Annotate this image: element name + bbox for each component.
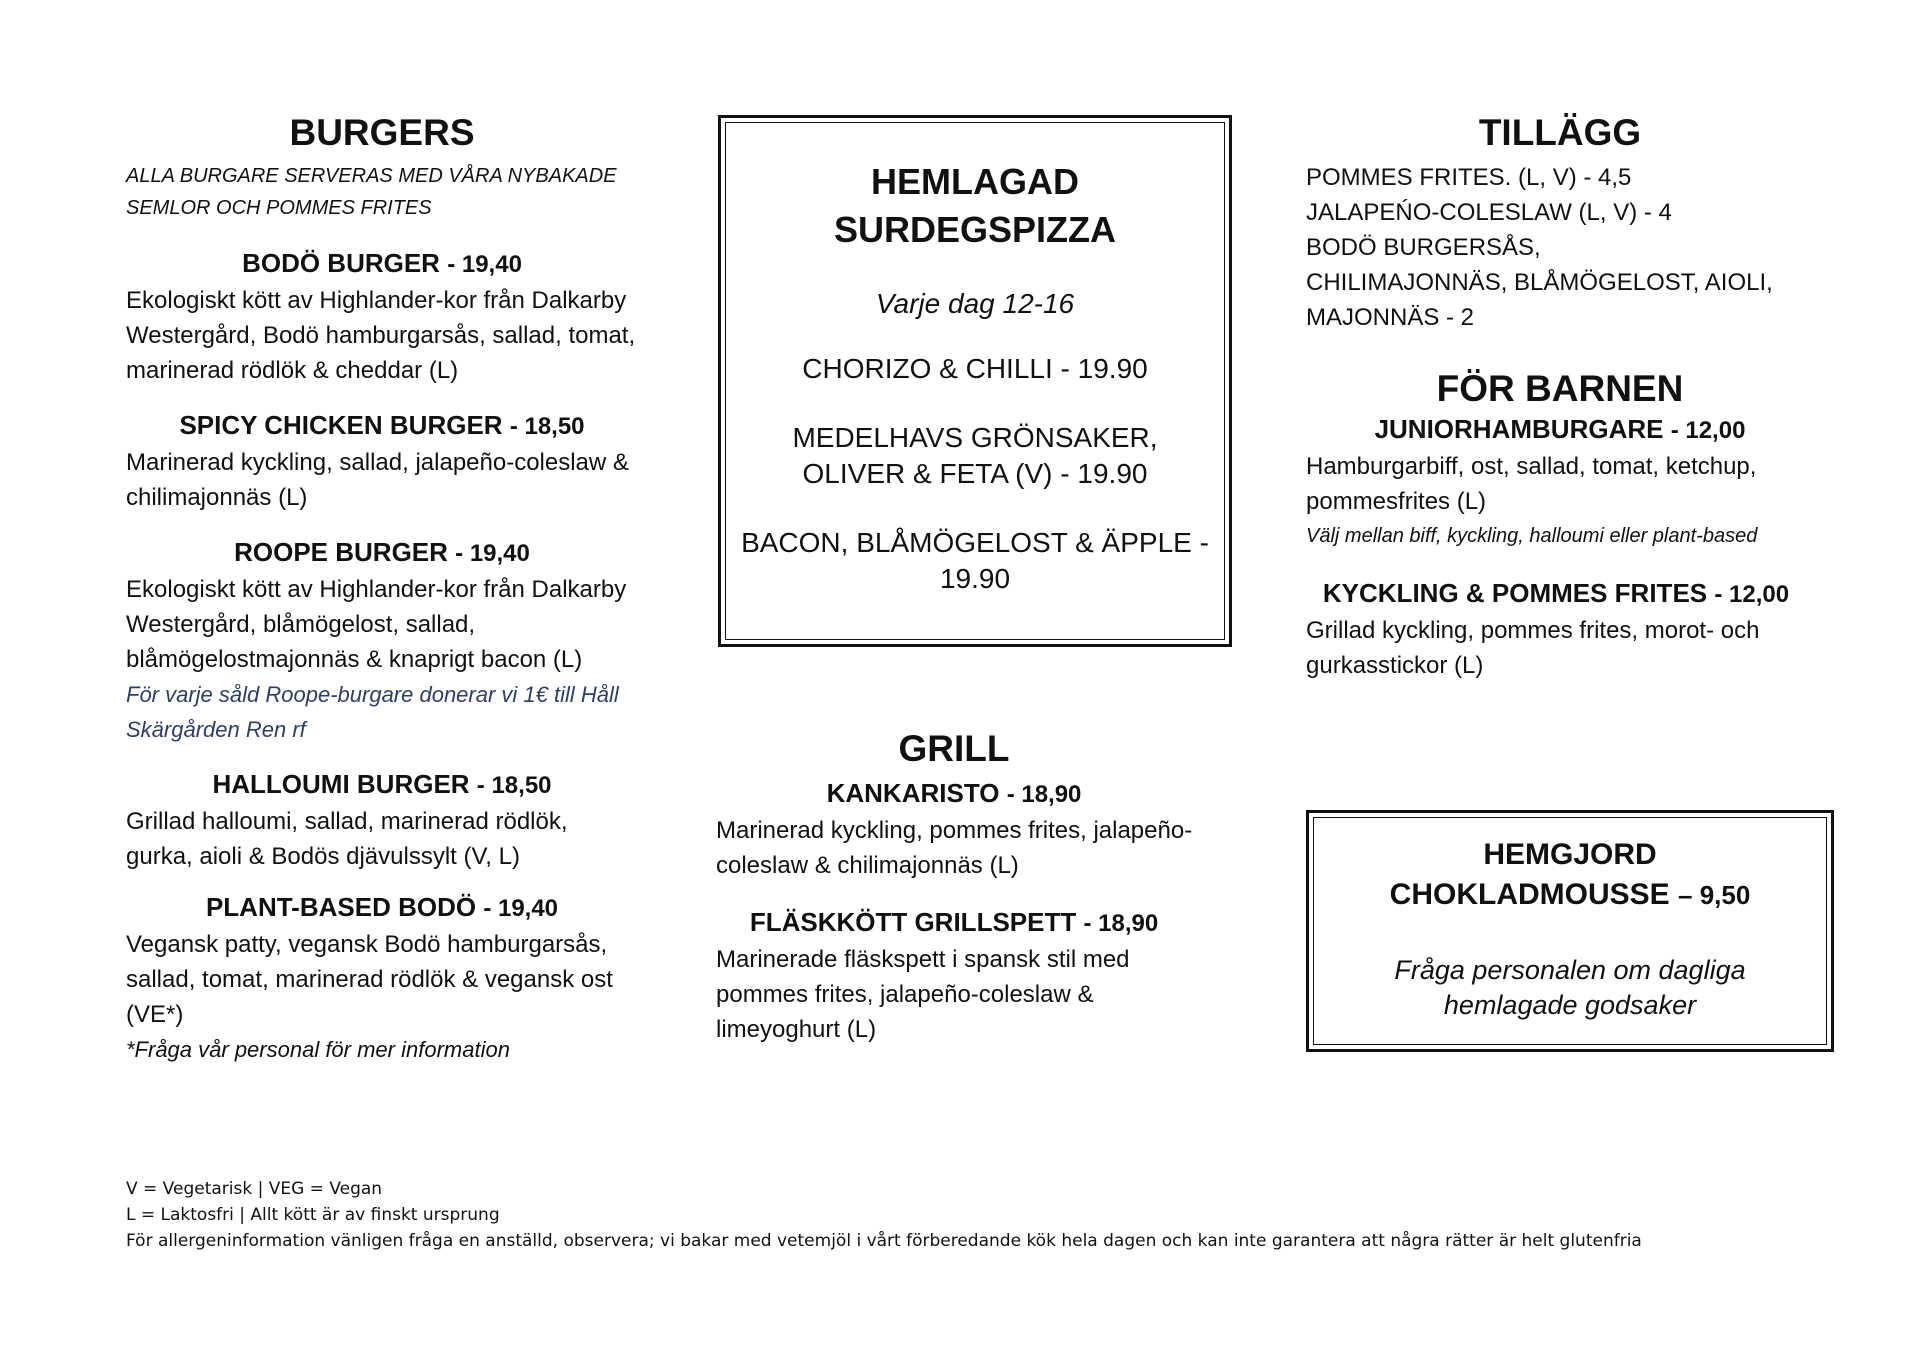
item-description: Ekologiskt kött av Highlander-kor från Dalkarby Westergård, blåmögelost, sallad, blåmögelostmajonnäs & knaprigt bacon (L) [126, 576, 627, 673]
pizza-item-3: BACON, BLÅMÖGELOST & ÄPPLE - 19.90 [741, 527, 1209, 594]
item-description: Marinerad kyckling, sallad, jalapeño-coleslaw & chilimajonnäs (L) [126, 449, 629, 511]
footer-allergen-note: För allergeninformation vänligen fråga en anställd, observera; vi bakar med vetemjöl i vårt förberedande kök hela dagen och kan inte garantera att några rätter är helt glutenfria [126, 1231, 1642, 1251]
menu-item-plant-based-bodo [126, 892, 656, 1067]
item-choice-note: Välj mellan biff, kyckling, halloumi eller plant-based [1306, 525, 1758, 547]
item-title: BODÖ BURGER - 19,40 [242, 248, 522, 278]
footer-line-1: V = Vegetarisk | VEG = Vegan [126, 1179, 383, 1199]
item-description: Grillad halloumi, sallad, marinerad rödlök, gurka, aioli & Bodös djävulssylt (V, L) [126, 808, 568, 870]
item-description: Marinerad kyckling, pommes frites, jalapeño-coleslaw & chilimajonnäs (L) [716, 817, 1193, 879]
item-title: PLANT-BASED BODÖ - 19,40 [205, 892, 559, 922]
tillagg-line-2: JALAPEŃO-COLESLAW (L, V) - 4 [1306, 199, 1672, 226]
dessert-line2: CHOKLADMOUSSE – 9,50 [1389, 878, 1751, 911]
item-title: ROOPE BURGER - 19,40 [234, 537, 530, 567]
menu-item-roope-burger [126, 537, 656, 747]
item-footnote: *Fråga vår personal för mer information [126, 1037, 510, 1062]
dessert-box [1306, 810, 1834, 1052]
tillagg-section [1306, 112, 1826, 335]
item-description: Hamburgarbiff, ost, sallad, tomat, ketchup, pommesfrites (L) [1306, 453, 1757, 515]
item-title: FLÄSKKÖTT GRILLSPETT - 18,90 [749, 907, 1159, 937]
tillagg-heading: TILLÄGG [1478, 112, 1642, 153]
item-title: KANKARISTO - 18,90 [826, 778, 1082, 808]
barnen-section [1306, 368, 1826, 683]
menu-item-kankaristo [716, 778, 1216, 883]
dessert-line1: HEMGJORD [1483, 838, 1657, 871]
item-description: Vegansk patty, vegansk Bodö hamburgarsås, sallad, tomat, marinerad rödlök & vegansk ost (VE*) [126, 931, 613, 1028]
burgers-section [126, 112, 656, 1067]
menu-item-kyckling-pommes [1306, 578, 1826, 683]
pizza-heading-line1: HEMLAGAD [871, 161, 1079, 202]
item-donation-note: För varje såld Roope-burgare donerar vi 1€ till Håll Skärgården Ren rf [126, 682, 619, 742]
item-title: JUNIORHAMBURGARE - 12,00 [1374, 414, 1746, 444]
tillagg-line-3: BODÖ BURGERSÅS, [1306, 234, 1541, 261]
item-description: Marinerade fläskspett i spansk stil med pommes frites, jalapeño-coleslaw & limeyoghurt (L) [716, 946, 1130, 1043]
item-description: Grillad kyckling, pommes frites, morot- och gurkasstickor (L) [1306, 617, 1760, 679]
grill-heading: GRILL [898, 728, 1010, 769]
item-title: KYCKLING & POMMES FRITES - 12,00 [1322, 578, 1790, 608]
menu-item-bodo-burger [126, 248, 656, 388]
tillagg-line-5: MAJONNÄS - 2 [1306, 304, 1475, 331]
pizza-heading-line2: SURDEGSPIZZA [833, 209, 1117, 250]
tillagg-line-4: CHILIMAJONNÄS, BLÅMÖGELOST, AIOLI, [1306, 269, 1773, 296]
pizza-item-2: MEDELHAVS GRÖNSAKER, OLIVER & FETA (V) - 19.90 [792, 422, 1158, 489]
barnen-heading: FÖR BARNEN [1436, 368, 1684, 409]
burgers-intro: ALLA BURGARE SERVERAS MED VÅRA NYBAKADE SEMLOR OCH POMMES FRITES [126, 165, 617, 219]
item-title: HALLOUMI BURGER - 18,50 [212, 769, 552, 799]
dessert-note: Fråga personalen om dagliga hemlagade godsaker [1394, 955, 1746, 1020]
menu-item-flaskkott-grillspett [716, 907, 1216, 1047]
pizza-item-1: CHORIZO & CHILLI - 19.90 [802, 353, 1148, 384]
menu-item-halloumi-burger [126, 769, 656, 874]
footer-legend [126, 1176, 1642, 1254]
menu-item-spicy-chicken-burger [126, 410, 656, 515]
dessert-content [1309, 835, 1831, 1023]
menu-item-juniorhamburgare [1306, 414, 1826, 554]
burgers-heading: BURGERS [289, 112, 475, 153]
footer-line-2: L = Laktosfri | Allt kött är av finskt ursprung [126, 1205, 500, 1225]
item-title: SPICY CHICKEN BURGER - 18,50 [179, 410, 585, 440]
grill-section [716, 728, 1216, 1047]
item-description: Ekologiskt kött av Highlander-kor från Dalkarby Westergård, Bodö hamburgarsås, sallad, tomat, marinerad rödlök & cheddar (L) [126, 287, 636, 384]
tillagg-line-1: POMMES FRITES. (L, V) - 4,5 [1306, 164, 1632, 191]
pizza-content [721, 158, 1229, 597]
pizza-box [718, 115, 1232, 647]
pizza-availability: Varje dag 12-16 [875, 288, 1075, 319]
